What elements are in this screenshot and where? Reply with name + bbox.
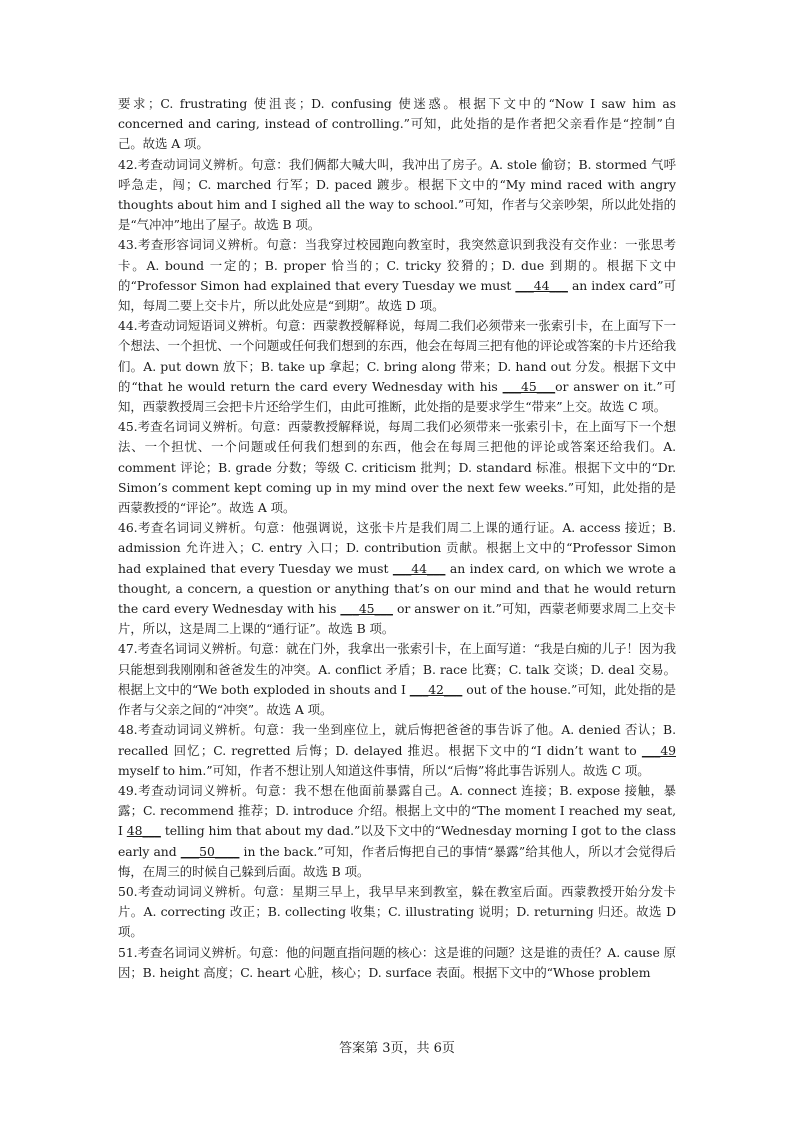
answer-blank: 48___ bbox=[126, 823, 161, 839]
answer-text-body bbox=[118, 94, 676, 983]
answer-paragraph bbox=[118, 235, 676, 316]
answer-paragraph bbox=[118, 316, 676, 417]
answer-paragraph bbox=[118, 155, 676, 236]
answer-blank: ___42___ bbox=[409, 681, 463, 697]
answer-paragraph bbox=[118, 781, 676, 882]
answer-blank: ___45___ bbox=[340, 601, 393, 617]
answer-paragraph bbox=[118, 720, 676, 781]
answer-paragraph bbox=[118, 518, 676, 639]
answer-paragraph bbox=[118, 882, 676, 943]
paragraph-text: an index card, on which we wrote a thought, a concern, a question or anything that’s on our mind and that he would return the card every Wednesday with his bbox=[118, 560, 676, 617]
paragraph-text: or answer on it.”可知，西蒙教授周三会把卡片还给学生们，由此可推断，此处指的是要求学生“带来”上交。故选 C 项。 bbox=[118, 378, 676, 415]
paragraph-text: 要求；C. frustrating 使沮丧；D. confusing 使迷惑。根据下文中的“Now I saw him as concerned and caring, instead of controlling.”可知，此处指的是作者把父亲看作是“控制”自己。故选 A 项。 bbox=[118, 96, 676, 152]
page-number-label: 答案第 3页，共 6页 bbox=[339, 1041, 455, 1056]
answer-blank: ___50____ bbox=[180, 843, 240, 859]
paragraph-text: or answer on it.”可知，西蒙老师要求周二上交卡片，所以，这是周二上课的“通行证”。故选 B 项。 bbox=[118, 601, 676, 637]
answer-blank: ___44___ bbox=[515, 277, 568, 293]
answer-paragraph bbox=[118, 639, 676, 720]
answer-paragraph bbox=[118, 94, 676, 155]
answer-paragraph bbox=[118, 417, 676, 518]
paragraph-text: 45.考查名词词义辨析。句意：西蒙教授解释说，每周二我们必须带来一张索引卡，在上面写下一个想法、一个担忧、一个问题或任何我们想到的东西，他会在每周三把他的评论或答案还给我们。A. comment 评论；B. grade 分数；等级 C. criticism 批判；D. standard 标准。根据下文中的“Dr. Simon’s comment kept coming up in my mind over the next few weeks.”可知，此处指的是西蒙教授的“评论”。故选 A 项。 bbox=[118, 419, 676, 516]
paragraph-text: 48.考查动词词义辨析。句意：我一坐到座位上，就后悔把爸爸的事告诉了他。A. denied 否认；B. recalled 回忆；C. regretted 后悔；D. delayed 推迟。根据下文中的“I didn’t want to bbox=[118, 722, 676, 758]
paragraph-text: 42.考查动词词义辨析。句意：我们俩都大喊大叫，我冲出了房子。A. stole 偷窃；B. stormed 气呼呼急走，闯；C. marched 行军；D. paced 踱步。根据下文中的“My mind raced with angry thoughts about him and I sighed all the way to school.”可知，作者与父亲吵架，所以此处指的是“气冲冲”地出了屋子。故选 B 项。 bbox=[118, 156, 676, 233]
answer-paragraph bbox=[118, 943, 676, 983]
paragraph-text: 49.考查动词词义辨析。句意：我不想在他面前暴露自己。A. connect 连接；B. expose 接触，暴露；C. recommend 推荐；D. introduce 介绍。根据上文中的“The moment I reached my seat, I bbox=[118, 782, 676, 839]
paragraph-text: myself to him.”可知，作者不想让别人知道这件事情，所以“后悔”将此事告诉别人。故选 C 项。 bbox=[118, 762, 650, 778]
paragraph-text: 43.考查形容词词义辨析。句意：当我穿过校园跑向教室时，我突然意识到我没有交作业：一张思考卡。A. bound 一定的；B. proper 恰当的；C. tricky 狡猾的；D. due 到期的。根据下文中的“Professor Simon had explained that every Tuesday we must bbox=[118, 237, 676, 293]
paragraph-text: 46.考查名词词义辨析。句意：他强调说，这张卡片是我们周二上课的通行证。A. access 接近；B. admission 允许进入；C. entry 入口；D. contribution 贡献。根据上文中的“Professor Simon had explained that every Tuesday we must bbox=[118, 520, 676, 576]
answer-blank: ___49 bbox=[641, 742, 676, 758]
paragraph-text: an index card”可知，每周二要上交卡片，所以此处应是“到期”。故选 D 项。 bbox=[118, 277, 676, 314]
answer-blank: ___45___ bbox=[502, 378, 556, 394]
paragraph-text: 47.考查名词词义辨析。句意：就在门外，我拿出一张索引卡，在上面写道：“我是白痴的儿子！因为我只能想到我刚刚和爸爸发生的冲突。A. conflict 矛盾；B. race 比赛；C. talk 交谈；D. deal 交易。根据上文中的“We both exploded in shouts and I bbox=[118, 641, 676, 697]
paragraph-text: 44.考查动词短语词义辨析。句意：西蒙教授解释说，每周二我们必须带来一张索引卡，在上面写下一个想法、一个担忧、一个问题或任何我们想到的东西，他会在每周三把有他的评论或答案的卡片还给我们。A. put down 放下；B. take up 拿起；C. bring along 带来；D. hand out 分发。根据下文中的“that he would return the card every Wednesday with his bbox=[118, 318, 676, 394]
paragraph-text: telling him that about my dad.”以及下文中的“Wednesday morning I got to the class early and bbox=[118, 823, 676, 859]
paragraph-text: out of the house.”可知，此处指的是作者与父亲之间的“冲突”。故选 A 项。 bbox=[118, 681, 676, 718]
paragraph-text: 50.考查动词词义辨析。句意：星期三早上，我早早来到教室，躲在教室后面。西蒙教授开始分发卡片。A. correcting 改正；B. collecting 收集；C. illustrating 说明；D. returning 归还。故选 D 项。 bbox=[118, 883, 676, 940]
answer-blank: ___44___ bbox=[392, 560, 446, 576]
page-footer bbox=[0, 1040, 794, 1058]
paragraph-text: in the back.”可知，作者后悔把自己的事情“暴露”给其他人，所以才会觉得后悔，在周三的时候自己躲到后面。故选 B 项。 bbox=[118, 843, 676, 879]
paragraph-text: 51.考查名词词义辨析。句意：他的问题直指问题的核心：这是谁的问题？这是谁的责任？A. cause 原因；B. height 高度；C. heart 心脏，核心；D. surface 表面。根据下文中的“Whose problem bbox=[118, 944, 676, 980]
